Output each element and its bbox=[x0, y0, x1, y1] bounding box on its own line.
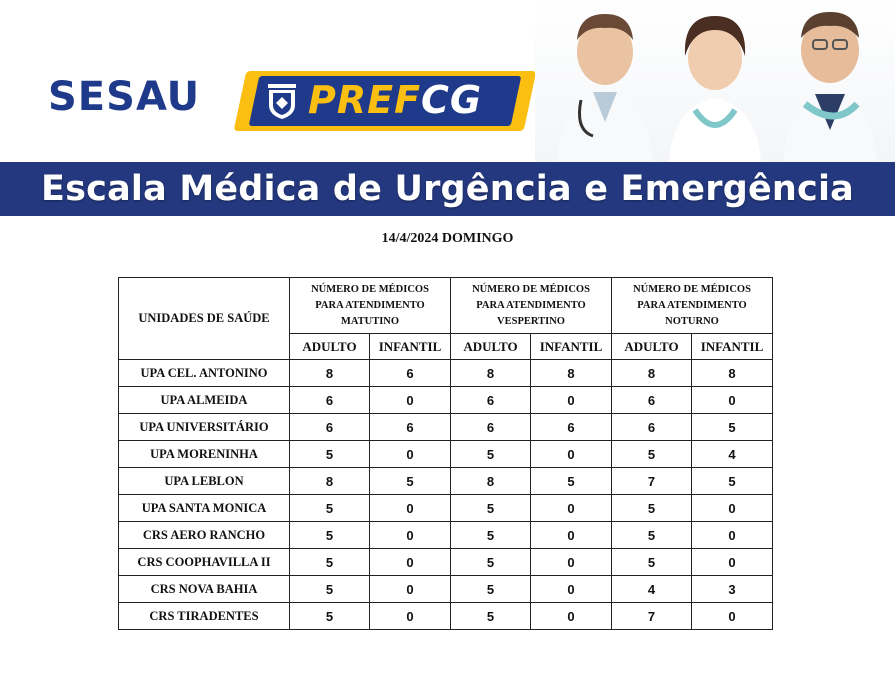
value-cell: 3 bbox=[692, 576, 773, 603]
sesau-logo: SESAU bbox=[48, 74, 201, 120]
value-cell: 5 bbox=[692, 414, 773, 441]
value-cell: 8 bbox=[451, 360, 531, 387]
shift-header-afternoon bbox=[451, 278, 612, 334]
shift-header-line: PARA ATENDIMENTO bbox=[476, 299, 586, 311]
shift-header-morning bbox=[290, 278, 451, 334]
value-cell: 4 bbox=[612, 576, 692, 603]
value-cell: 0 bbox=[370, 495, 451, 522]
subheader-child: INFANTIL bbox=[370, 334, 451, 360]
value-cell: 0 bbox=[531, 576, 612, 603]
subheader-child: INFANTIL bbox=[531, 334, 612, 360]
value-cell: 5 bbox=[290, 522, 370, 549]
value-cell: 5 bbox=[290, 549, 370, 576]
doctors-photo bbox=[535, 0, 895, 162]
header-banner bbox=[0, 0, 895, 222]
schedule-date: 14/4/2024 DOMINGO bbox=[381, 231, 514, 246]
value-cell: 0 bbox=[531, 549, 612, 576]
unit-name: UPA SANTA MONICA bbox=[119, 495, 290, 522]
value-cell: 7 bbox=[612, 468, 692, 495]
unit-name: CRS AERO RANCHO bbox=[119, 522, 290, 549]
shift-header-line: PARA ATENDIMENTO bbox=[315, 299, 425, 311]
pref-logo-cg: CG bbox=[421, 78, 483, 122]
unit-name: CRS COOPHAVILLA II bbox=[119, 549, 290, 576]
unit-name: UPA LEBLON bbox=[119, 468, 290, 495]
value-cell: 6 bbox=[290, 387, 370, 414]
unit-name: UPA ALMEIDA bbox=[119, 387, 290, 414]
shift-header-line: NÚMERO DE MÉDICOS bbox=[311, 283, 429, 295]
value-cell: 0 bbox=[531, 495, 612, 522]
value-cell: 5 bbox=[612, 495, 692, 522]
value-cell: 5 bbox=[451, 522, 531, 549]
value-cell: 5 bbox=[290, 576, 370, 603]
unit-name: CRS TIRADENTES bbox=[119, 603, 290, 630]
value-cell: 6 bbox=[451, 387, 531, 414]
pref-logo-pref: PREF bbox=[308, 78, 422, 122]
value-cell: 6 bbox=[531, 414, 612, 441]
value-cell: 0 bbox=[370, 522, 451, 549]
value-cell: 8 bbox=[612, 360, 692, 387]
table-row bbox=[119, 576, 773, 603]
subheader-adult: ADULTO bbox=[290, 334, 370, 360]
value-cell: 8 bbox=[290, 468, 370, 495]
pref-logo bbox=[308, 78, 482, 122]
value-cell: 5 bbox=[451, 441, 531, 468]
value-cell: 0 bbox=[370, 603, 451, 630]
value-cell: 0 bbox=[531, 387, 612, 414]
value-cell: 5 bbox=[370, 468, 451, 495]
table-row bbox=[119, 387, 773, 414]
shift-header-line: NOTURNO bbox=[665, 315, 719, 327]
value-cell: 6 bbox=[370, 414, 451, 441]
value-cell: 6 bbox=[451, 414, 531, 441]
value-cell: 0 bbox=[531, 522, 612, 549]
table-row bbox=[119, 414, 773, 441]
shift-header-line: MATUTINO bbox=[340, 315, 400, 327]
value-cell: 8 bbox=[531, 360, 612, 387]
shift-header-line: PARA ATENDIMENTO bbox=[637, 299, 747, 311]
value-cell: 6 bbox=[612, 414, 692, 441]
value-cell: 5 bbox=[531, 468, 612, 495]
value-cell: 6 bbox=[290, 414, 370, 441]
value-cell: 6 bbox=[612, 387, 692, 414]
value-cell: 0 bbox=[692, 387, 773, 414]
value-cell: 0 bbox=[692, 549, 773, 576]
value-cell: 0 bbox=[370, 576, 451, 603]
value-cell: 0 bbox=[692, 495, 773, 522]
unit-name: UPA CEL. ANTONINO bbox=[119, 360, 290, 387]
value-cell: 0 bbox=[370, 549, 451, 576]
value-cell: 8 bbox=[290, 360, 370, 387]
value-cell: 5 bbox=[692, 468, 773, 495]
value-cell: 5 bbox=[451, 549, 531, 576]
value-cell: 8 bbox=[451, 468, 531, 495]
shift-header-line: NÚMERO DE MÉDICOS bbox=[633, 283, 751, 295]
value-cell: 5 bbox=[451, 576, 531, 603]
value-cell: 5 bbox=[612, 522, 692, 549]
table-row bbox=[119, 522, 773, 549]
value-cell: 7 bbox=[612, 603, 692, 630]
value-cell: 8 bbox=[692, 360, 773, 387]
schedule-table bbox=[118, 277, 773, 630]
shift-header-line: VESPERTINO bbox=[497, 315, 565, 327]
unit-name: UPA MORENINHA bbox=[119, 441, 290, 468]
subheader-child: INFANTIL bbox=[692, 334, 773, 360]
subheader-adult: ADULTO bbox=[451, 334, 531, 360]
value-cell: 5 bbox=[290, 441, 370, 468]
value-cell: 5 bbox=[612, 441, 692, 468]
value-cell: 0 bbox=[531, 441, 612, 468]
subheader-adult: ADULTO bbox=[612, 334, 692, 360]
page-title: Escala Médica de Urgência e Emergência bbox=[41, 169, 854, 209]
table-row bbox=[119, 603, 773, 630]
table-row bbox=[119, 468, 773, 495]
value-cell: 5 bbox=[451, 603, 531, 630]
table-row bbox=[119, 495, 773, 522]
value-cell: 4 bbox=[692, 441, 773, 468]
value-cell: 5 bbox=[612, 549, 692, 576]
value-cell: 0 bbox=[531, 603, 612, 630]
value-cell: 0 bbox=[692, 603, 773, 630]
value-cell: 0 bbox=[370, 387, 451, 414]
value-cell: 5 bbox=[290, 603, 370, 630]
unit-name: UPA UNIVERSITÁRIO bbox=[119, 414, 290, 441]
value-cell: 5 bbox=[451, 495, 531, 522]
table-header-row bbox=[119, 278, 773, 334]
unit-name: CRS NOVA BAHIA bbox=[119, 576, 290, 603]
shift-header-night bbox=[612, 278, 773, 334]
table-row bbox=[119, 441, 773, 468]
city-crest-icon bbox=[262, 80, 302, 122]
value-cell: 0 bbox=[370, 441, 451, 468]
unit-column-header: UNIDADES DE SAÚDE bbox=[119, 278, 290, 360]
table-row bbox=[119, 549, 773, 576]
value-cell: 6 bbox=[370, 360, 451, 387]
shift-header-line: NÚMERO DE MÉDICOS bbox=[472, 283, 590, 295]
value-cell: 0 bbox=[692, 522, 773, 549]
value-cell: 5 bbox=[290, 495, 370, 522]
table-row bbox=[119, 360, 773, 387]
